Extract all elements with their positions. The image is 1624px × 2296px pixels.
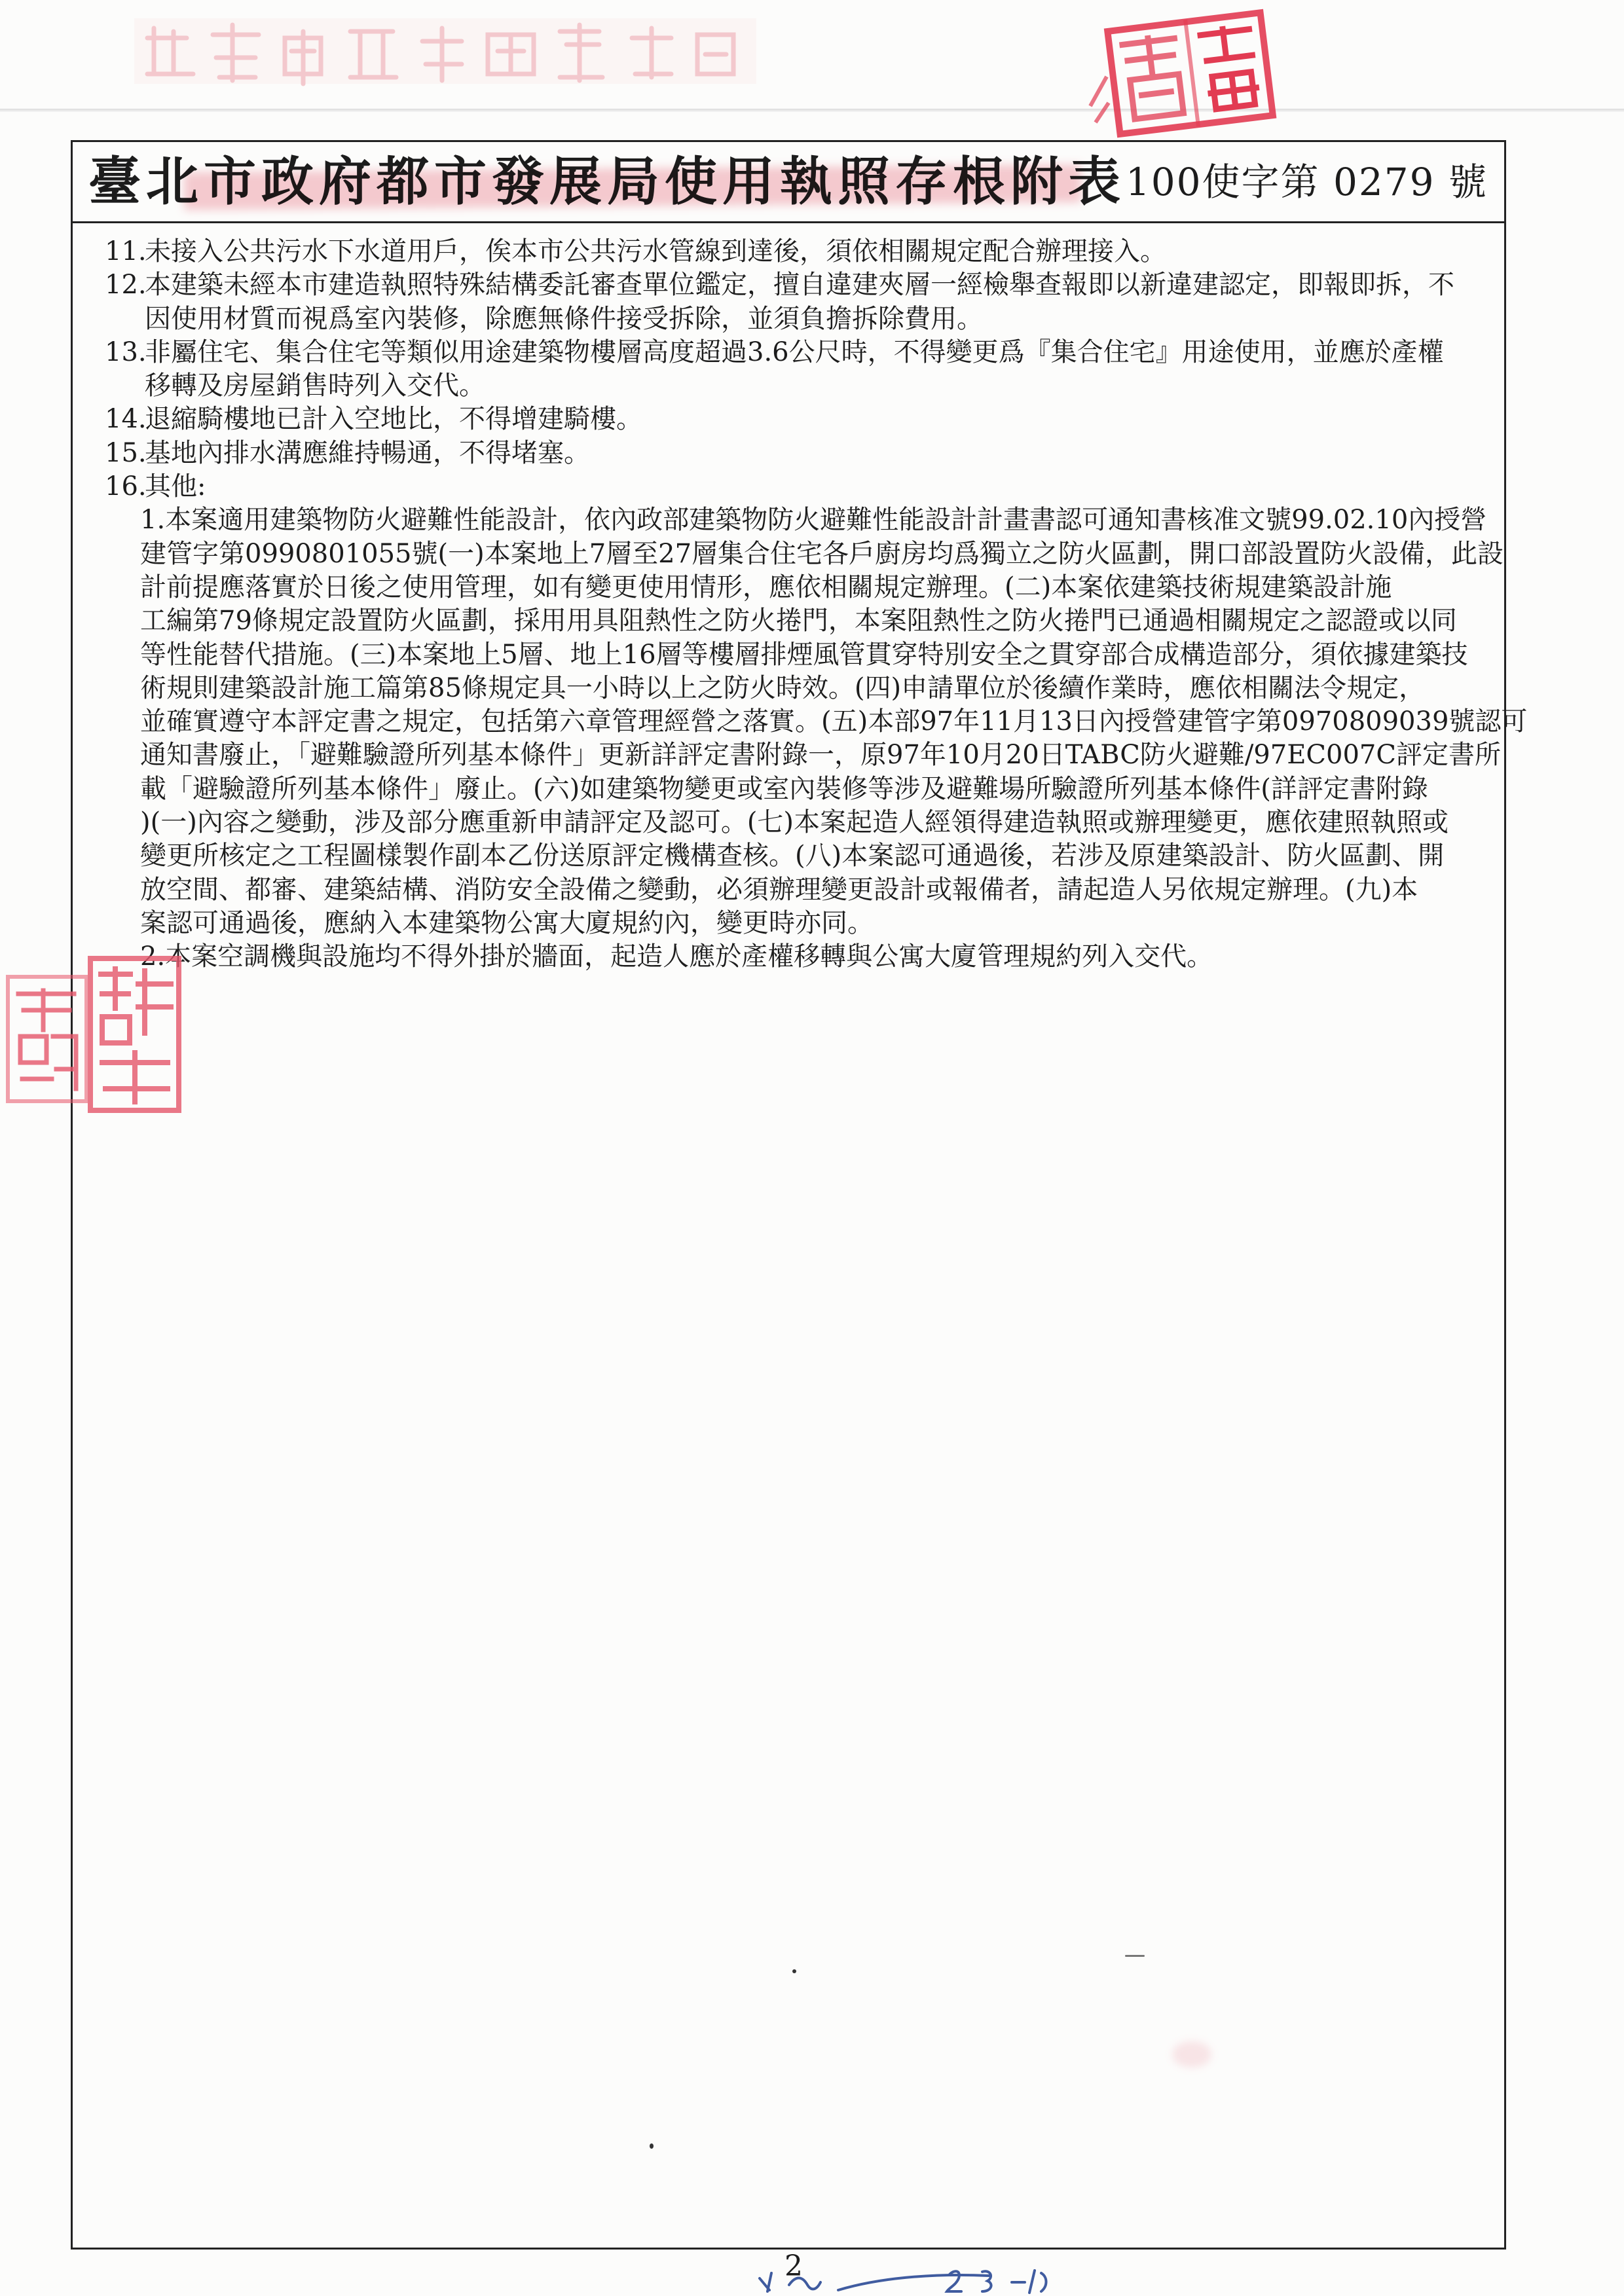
other-clause-1-line bbox=[0, 638, 1624, 672]
clause-text-line: 術規則建築設計施工篇第85條規定具一小時以上之防火時效。(四)申請單位於後續作業時，應依相關法令規定， bbox=[140, 672, 1426, 703]
red-seal-left-margin bbox=[4, 955, 184, 1118]
clause-text-line: 1.本案適用建築物防火避難性能設計，依內政部建築物防火避難性能設計計畫書認可通知書核准文號99.02.10內授營 bbox=[140, 505, 1487, 536]
title-row bbox=[73, 142, 1504, 223]
item-number: 16. bbox=[105, 471, 147, 502]
clause-text-line: 通知書廢止，「避難驗證所列基本條件」更新詳評定書附錄一，原97年10月20日TABC防火避難/97EC007C評定書所 bbox=[140, 740, 1501, 771]
item-text-line: 非屬住宅、集合住宅等類似用途建築物樓層高度超過3.6公尺時，不得變更爲『集合住宅』用途使用，並應於產權 bbox=[145, 337, 1444, 367]
condition-item-12-continued bbox=[0, 302, 1624, 336]
other-clause-1-line bbox=[0, 705, 1624, 738]
handwritten-annotation bbox=[753, 2265, 1061, 2296]
condition-item-13 bbox=[0, 336, 1624, 369]
item-number: 14. bbox=[105, 404, 147, 435]
item-text-line: 退縮騎樓地已計入空地比，不得增建騎樓。 bbox=[145, 404, 642, 435]
clause-text-line: 2.本案空調機與設施均不得外掛於牆面，起造人應於產權移轉與公寓大廈管理規約列入交代。 bbox=[140, 941, 1213, 972]
item-number: 13. bbox=[105, 337, 147, 367]
scan-speck bbox=[1125, 1955, 1145, 1957]
red-seal-top-right bbox=[1084, 8, 1287, 139]
other-clause-1-line bbox=[0, 604, 1624, 638]
item-text-line: 基地內排水溝應維持暢通，不得堵塞。 bbox=[145, 437, 590, 468]
clause-text-line: 放空間、都審、建築結構、消防安全設備之變動，必須辦理變更設計或報備者，請起造人另依規定辦理。(九)本 bbox=[140, 874, 1418, 905]
clause-text-line: )(一)內容之變動，涉及部分應重新申請評定及認可。(七)本案起造人經領得建造執照或辦理變更，應依建照執照或 bbox=[140, 807, 1449, 838]
item-text-line: 因使用材質而視爲室內裝修，除應無條件接受拆除，並須負擔拆除費用。 bbox=[145, 303, 983, 334]
other-clause-1-line bbox=[0, 806, 1624, 839]
page-number: 2 bbox=[784, 2250, 803, 2283]
other-clause-1-line bbox=[0, 773, 1624, 806]
faint-red-stamp-impression bbox=[134, 12, 756, 94]
clause-text-line: 計前提應落實於日後之使用管理，如有變更使用情形，應依相關規定辦理。(二)本案依建築技術規建築設計施 bbox=[140, 572, 1392, 602]
other-clause-1-line bbox=[0, 538, 1624, 571]
condition-item-14 bbox=[0, 403, 1624, 436]
item-number: 15. bbox=[105, 437, 147, 468]
item-text-line: 未接入公共污水下水道用戶，俟本市公共污水管線到達後，須依相關規定配合辦理接入。 bbox=[145, 236, 1166, 266]
condition-item-12 bbox=[0, 268, 1624, 302]
other-clause-1-line bbox=[0, 907, 1624, 940]
clause-text-line: 工編第79條規定設置防火區劃，採用用具阻熱性之防火捲門，本案阻熱性之防火捲門已通過相關規定之認證或以同 bbox=[140, 606, 1457, 636]
clause-text-line: 等性能替代措施。(三)本案地上5層、地上16層等樓層排煙風管貫穿特別安全之貫穿部合成構造部分，須依據建築技 bbox=[140, 639, 1468, 670]
clause-text-line: 變更所核定之工程圖樣製作副本乙份送原評定機構查核。(八)本案認可通過後，若涉及原建築設計、防火區劃、開 bbox=[140, 841, 1445, 871]
condition-item-15 bbox=[0, 437, 1624, 470]
other-clause-1-line bbox=[0, 571, 1624, 604]
other-clause-1-line bbox=[0, 839, 1624, 873]
scan-fold-line bbox=[0, 109, 1624, 112]
other-clause-1-line bbox=[0, 503, 1624, 537]
scan-speck bbox=[792, 1969, 796, 1973]
condition-item-16 bbox=[0, 470, 1624, 503]
clause-text-line: 建管字第0990801055號(一)本案地上7層至27層集合住宅各戶廚房均爲獨立之防火區劃，開口部設置防火設備，此設 bbox=[140, 538, 1504, 569]
document-title: 臺北市政府都市發展局使用執照存根附表 bbox=[88, 151, 1126, 212]
other-clause-2-line bbox=[0, 940, 1624, 974]
conditions-list bbox=[0, 235, 1624, 974]
item-text-line: 移轉及房屋銷售時列入交代。 bbox=[145, 371, 485, 401]
item-text-line: 本建築未經本市建造執照特殊結構委託審查單位鑑定，擅自違建夾層一經檢舉查報即以新違建認定，即報即拆，不 bbox=[145, 270, 1454, 301]
red-ink-mark bbox=[184, 164, 1081, 210]
scan-speck bbox=[650, 2143, 654, 2149]
item-number: 11. bbox=[105, 236, 147, 266]
other-clause-1-line bbox=[0, 873, 1624, 907]
clause-text-line: 案認可通過後，應納入本建築物公寓大廈規約內，變更時亦同。 bbox=[140, 907, 874, 938]
condition-item-13-continued bbox=[0, 369, 1624, 403]
license-number: 100使字第 0279 號 bbox=[1125, 160, 1488, 204]
other-clause-1-line bbox=[0, 738, 1624, 772]
condition-item-11 bbox=[0, 235, 1624, 268]
faint-red-smudge bbox=[1172, 2041, 1211, 2068]
clause-text-line: 並確實遵守本評定書之規定，包括第六章管理經營之落實。(五)本部97年11月13日內授營建管字第0970809039號認可 bbox=[140, 706, 1528, 737]
clause-text-line: 載「避驗證所列基本條件」廢止。(六)如建築物變更或室內裝修等涉及避難場所驗證所列基本條件(詳評定書附錄 bbox=[140, 773, 1428, 804]
item-number: 12. bbox=[105, 270, 147, 301]
other-clause-1-line bbox=[0, 672, 1624, 705]
item-text-line: 其他: bbox=[145, 471, 206, 502]
